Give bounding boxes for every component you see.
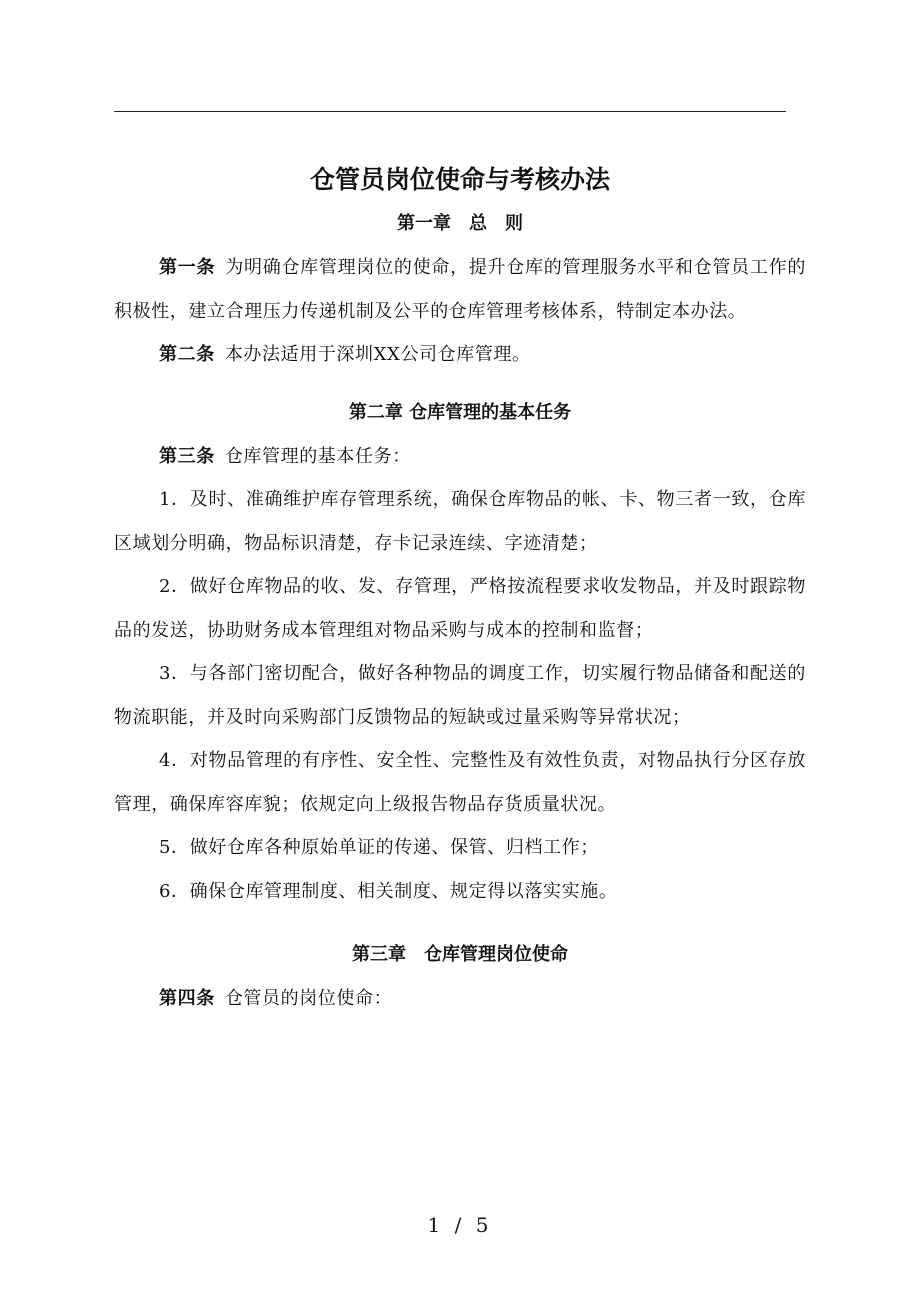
task-item-1: 1．及时、准确维护库存管理系统，确保仓库物品的帐、卡、物三者一致，仓库区域划分明确，物品标识清楚，存卡记录连续、字迹清楚；: [114, 489, 806, 554]
task-item-5: 5．做好仓库各种原始单证的传递、保管、归档工作；: [159, 837, 599, 858]
article-2-label: 第二条: [159, 344, 215, 365]
document-body: [114, 158, 806, 1021]
spacer: [114, 377, 806, 391]
article-3-text: 仓库管理的基本任务：: [224, 445, 411, 467]
chapter-3-heading: 第三章 仓库管理岗位使命: [352, 944, 568, 965]
task-item-6: 6．确保仓库管理制度、相关制度、规定得以落实实施。: [159, 880, 618, 902]
task-item-2: 2．做好仓库物品的收、发、存管理，严格按流程要求收发物品，并及时跟踪物品的发送，协助财务成本管理组对物品采购与成本的控制和监督；: [114, 576, 806, 641]
spacer: [114, 913, 806, 933]
page-number: 1 / 5: [427, 1213, 493, 1237]
article-4-text: 仓管员的岗位使命：: [224, 988, 393, 1009]
article-4-label: 第四条: [159, 988, 215, 1009]
task-item-4: 4．对物品管理的有序性、安全性、完整性及有效性负责，对物品执行分区存放管理，确保库容库貌；依规定向上级报告物品存货质量状况。: [114, 750, 806, 815]
article-2: [114, 333, 806, 377]
document-title: 仓管员岗位使命与考核办法: [309, 165, 610, 194]
task-item-3: 3．与各部门密切配合，做好各种物品的调度工作，切实履行物品储备和配送的物流职能，并及时向采购部门反馈物品的短缺或过量采购等异常状况；: [114, 663, 806, 728]
article-1-text: 为明确仓库管理岗位的使命，提升仓库的管理服务水平和仓管员工作的积极性，建立合理压力传递机制及公平的仓库管理考核体系，特制定本办法。: [114, 257, 806, 322]
article-1: [114, 246, 806, 333]
chapter-2-heading: 第二章 仓库管理的基本任务: [348, 401, 572, 423]
article-3: [114, 435, 806, 479]
header-rule: [114, 111, 786, 112]
article-4: [114, 977, 806, 1021]
article-1-label: 第一条: [159, 257, 216, 278]
article-3-label: 第三条: [159, 445, 215, 467]
chapter-1-heading: 第一章 总 则: [397, 213, 523, 234]
article-2-text: 本办法适用于深圳XX公司仓库管理。: [224, 344, 531, 365]
